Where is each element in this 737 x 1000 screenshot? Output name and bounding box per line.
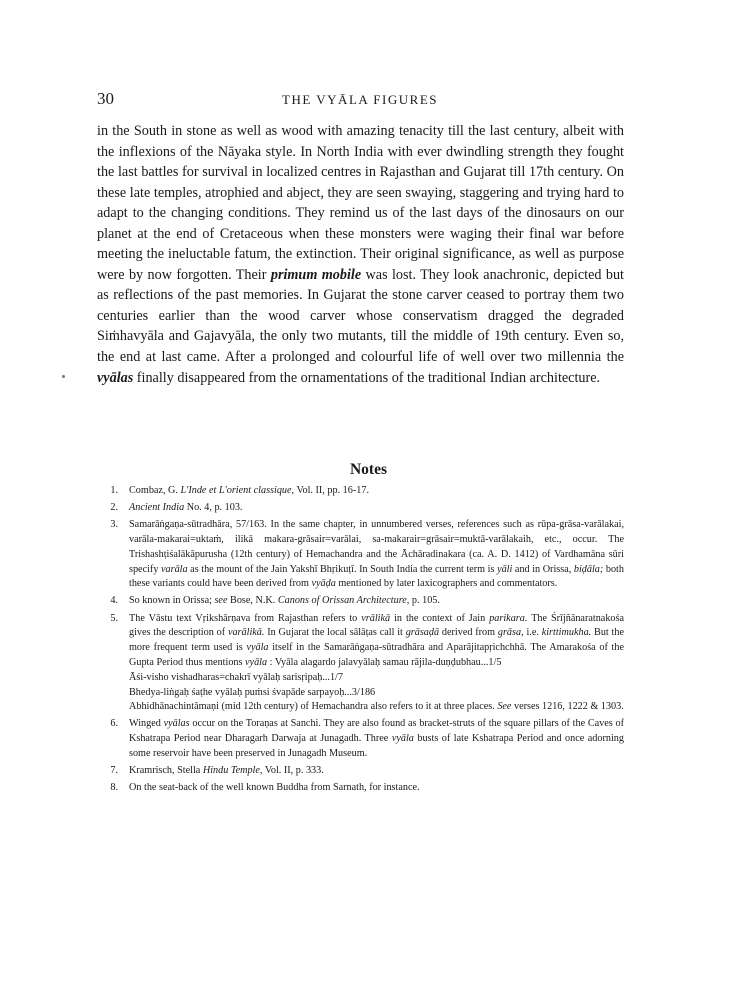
note-italic-term: kirttimukha. (541, 627, 592, 639)
note-text (129, 484, 624, 499)
note-text-segment: i.e. (523, 627, 542, 639)
note-italic-term: biḍāla; (573, 563, 604, 575)
note-text-segment: The Vāstu text Vṛikshārṇava from Rajasthan refers to (129, 612, 362, 624)
notes-list (104, 484, 624, 798)
body-paragraph (97, 121, 624, 388)
note-text-segment: But the more frequent term used is (129, 627, 624, 654)
note-item (104, 781, 624, 796)
note-item (104, 594, 624, 609)
note-text-segment: Vol. II, pp. 16-17. (294, 485, 369, 496)
note-italic-title: L'Inde et L'orient classique, (180, 485, 295, 496)
note-text-segment: Winged (129, 718, 164, 730)
note-italic-term: vyālas (163, 718, 190, 730)
note-text-segment: occur on the Toraṇas at Sanchi. They are also found as bracket-struts of the square pillars of the Caves of Kshatrapa Period near Dharagarh Darwaja at Junagadh. Three (129, 718, 624, 745)
note-item (104, 518, 624, 592)
note-number: 7. (110, 765, 118, 777)
note-number: 3. (110, 519, 118, 531)
note-text-segment: busts of late Kshatrapa Period and once adorning some reservoir have been preserved in Junagadh Museum. (129, 733, 624, 760)
body-italic-term: primum mobile (270, 266, 362, 283)
note-text-segment: as the mount of the Jain Yakshī Bhṛikuṭī. In South India the current term is (187, 563, 498, 575)
note-italic-term: grāsaḍā (405, 627, 440, 639)
note-text-segment: p. 105. (409, 595, 440, 607)
running-head: THE VYĀLA FIGURES (282, 92, 438, 107)
page-number: 30 (97, 89, 114, 108)
notes-heading: Notes (349, 461, 388, 478)
note-verse-line: Bhedya-liṅgaḥ śaṭhe vyālaḥ puṁsi śvapāde sarpayoḥ...3/186 (129, 686, 376, 698)
note-italic-term: yāli (497, 563, 513, 575)
note-text: On the seat-back of the well known Buddha from Sarnath, for instance. (129, 782, 420, 794)
note-item (104, 501, 624, 516)
note-text-segment: in the context of Jain (390, 612, 490, 624)
note-text (129, 764, 624, 779)
note-italic-term: varālikā. (227, 627, 265, 639)
note-number: 5. (110, 612, 118, 624)
note-italic-title: Ancient India (129, 502, 185, 514)
note-number: 2. (110, 502, 118, 514)
note-italic-term: parikara. (489, 612, 528, 624)
note-italic-title: Hindu Temple, (202, 765, 263, 777)
note-italic-term: See (497, 701, 512, 713)
note-text (129, 717, 624, 761)
note-text-segment: Combaz, G. (129, 485, 181, 496)
note-text (129, 501, 624, 516)
note-item (104, 612, 624, 716)
note-italic-term: vyāḍa (311, 578, 336, 590)
note-number: 1. (110, 485, 118, 496)
note-italic-title: Canons of Orissan Architecture, (277, 595, 410, 607)
note-text-segment: derived from (439, 627, 498, 639)
note-number: 8. (110, 782, 118, 794)
note-verse-line: : Vyāla alagardo jalavyālaḥ samau rājila-duṇḍubhau...1/5 (267, 656, 502, 668)
note-text (129, 612, 624, 671)
note-italic-term: vrālikā (361, 612, 391, 624)
note-number: 6. (110, 718, 118, 730)
note-text-segment: and in Orissa, (512, 563, 574, 575)
note-text (129, 518, 624, 592)
note-italic-term: vyāla (246, 642, 269, 654)
note-italic-term: vyāla (245, 656, 268, 668)
note-italic-term: vyāla (391, 733, 414, 745)
note-text-segment: No. 4, p. 103. (184, 502, 243, 514)
note-text-segment: Abhidhānachintāmaṇi (mid 12th century) of Hemachandra also refers to it at three places. (129, 701, 495, 713)
page-speck (62, 375, 65, 378)
note-text-segment: itself in the Samarāṅgaṇa-sūtradhāra and Aparājitapṛichchhā. The Amarakośa of the Gupta Period thus mentions (129, 642, 624, 668)
note-text-segment: Kramrisch, Stella (129, 765, 203, 777)
note-item (104, 764, 624, 779)
body-text-segment: in the South in stone as well as wood with amazing tenacity till the last century, albeit with the inflexions of the Nāyaka style. In North India with ever dwindling strength they fought the last battles for survival in localized centres in Rajasthan and Gujarat till 17th century. On these late temples, atrophied and abject, they are seen swaying, staggering and trying hard to adapt to the changing conditions. They remind us of the last days of the dinosaurs on our planet at the end of Cretaceous when these monsters were waging their final war before meeting the ineluctable fatum, the extinction. Their original significance, as well as purpose were by now forgotten. Their (97, 123, 624, 283)
note-italic-term: grāsa, (497, 627, 524, 639)
note-text-segment: Vol. II, p. 333. (262, 765, 324, 777)
note-italic-term: varāla (161, 563, 188, 575)
note-italic-term: see (214, 595, 228, 607)
note-item (104, 484, 624, 499)
note-text-segment: both these variants could have been derived from (129, 563, 624, 590)
note-text (129, 700, 624, 715)
note-item (104, 717, 624, 761)
body-italic-term: vyālas (97, 369, 134, 386)
note-text-segment: The Śrījñānaratnakośa gives the description of (129, 612, 624, 639)
body-text-segment: was lost. They look anachronic, depicted but as reflections of the past memories. In Gujarat the stone carver ceased to portray them two centuries earlier than the wood carver whose conservatism dragged the degraded Siṁhavyāla and Gajavyāla, the only two mutants, till the middle of 19th century. Even so, the end at last came. After a prolonged and colourful life of well over two millennia the (97, 266, 624, 366)
note-text-segment: So known in Orissa; (129, 595, 215, 607)
note-text-segment: mentioned by later laxicographers and commentators. (335, 578, 558, 590)
note-text-segment: Samarāṅgaṇa-sūtradhāra, 57/163. In the same chapter, in unnumbered verses, references such as rūpa-grāsa-varālakai, varāla-makarai=uktaṁ, ilikā makara-grāsair=varālai, sa-makarair=grāsair=muktā-varālakaih, etc., occur. The Trishashṭiśalākāpurusha (12th century) of Hemachandra and the Āchāradinakara (ca. A. D. 1412) of Vardhamāna sūri specify (129, 519, 624, 575)
note-text-segment: verses 1216, 1222 & 1303. (511, 701, 624, 713)
body-text-segment: finally disappeared from the ornamentations of the traditional Indian architecture. (133, 369, 601, 386)
note-text-segment: In Gujarat the local sālāṭas call it (264, 627, 406, 639)
note-text (129, 594, 624, 609)
note-text-segment: Bose, N.K. (227, 595, 278, 607)
note-verse-line: Āśi-visho vishadharas=chakrī vyālaḥ sarisṛipaḥ...1/7 (129, 671, 343, 683)
note-number: 4. (110, 595, 118, 607)
